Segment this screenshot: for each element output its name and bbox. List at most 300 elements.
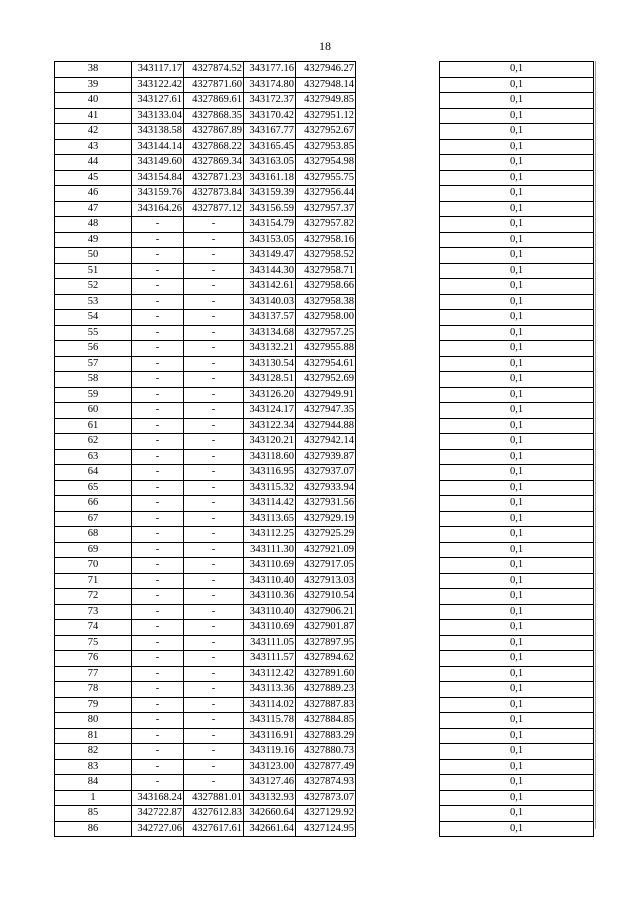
empty-gap-cell: [356, 635, 440, 651]
x1-coordinate-cell: 343138.58: [132, 124, 184, 140]
x1-coordinate-cell: -: [132, 589, 184, 605]
table-row: [55, 232, 594, 248]
y1-coordinate-cell: -: [184, 697, 244, 713]
y2-coordinate-cell: 4327958.00: [296, 310, 356, 326]
y2-coordinate-cell: 4327874.93: [296, 775, 356, 791]
point-number-cell: 59: [55, 387, 132, 403]
y1-coordinate-cell: 4327612.83: [184, 806, 244, 822]
y2-coordinate-cell: 4327949.85: [296, 93, 356, 109]
y2-coordinate-cell: 4327921.09: [296, 542, 356, 558]
table-row: [55, 77, 594, 93]
empty-gap-cell: [356, 651, 440, 667]
empty-gap-cell: [356, 124, 440, 140]
x2-coordinate-cell: 343123.00: [244, 759, 296, 775]
x2-coordinate-cell: 343165.45: [244, 139, 296, 155]
value-cell: 0,1: [440, 589, 594, 605]
x1-coordinate-cell: 343122.42: [132, 77, 184, 93]
y2-coordinate-cell: 4327948.14: [296, 77, 356, 93]
y2-coordinate-cell: 4327939.87: [296, 449, 356, 465]
y1-coordinate-cell: -: [184, 341, 244, 357]
point-number-cell: 71: [55, 573, 132, 589]
empty-gap-cell: [356, 217, 440, 233]
y1-coordinate-cell: -: [184, 527, 244, 543]
x1-coordinate-cell: -: [132, 573, 184, 589]
y2-coordinate-cell: 4327953.85: [296, 139, 356, 155]
x2-coordinate-cell: 343122.34: [244, 418, 296, 434]
point-number-cell: 48: [55, 217, 132, 233]
value-cell: 0,1: [440, 821, 594, 837]
x2-coordinate-cell: 343128.51: [244, 372, 296, 388]
point-number-cell: 73: [55, 604, 132, 620]
empty-gap-cell: [356, 573, 440, 589]
empty-gap-cell: [356, 697, 440, 713]
x1-coordinate-cell: -: [132, 697, 184, 713]
x1-coordinate-cell: -: [132, 713, 184, 729]
table-row: [55, 449, 594, 465]
point-number-cell: 58: [55, 372, 132, 388]
y2-coordinate-cell: 4327877.49: [296, 759, 356, 775]
point-number-cell: 67: [55, 511, 132, 527]
x2-coordinate-cell: 342660.64: [244, 806, 296, 822]
x2-coordinate-cell: 343110.40: [244, 573, 296, 589]
x1-coordinate-cell: -: [132, 263, 184, 279]
empty-gap-cell: [356, 93, 440, 109]
value-cell: 0,1: [440, 604, 594, 620]
y1-coordinate-cell: -: [184, 589, 244, 605]
table-row: [55, 496, 594, 512]
empty-gap-cell: [356, 155, 440, 171]
empty-gap-cell: [356, 465, 440, 481]
y2-coordinate-cell: 4327884.85: [296, 713, 356, 729]
x1-coordinate-cell: -: [132, 542, 184, 558]
x1-coordinate-cell: 342727.06: [132, 821, 184, 837]
y1-coordinate-cell: -: [184, 713, 244, 729]
point-number-cell: 52: [55, 279, 132, 295]
empty-gap-cell: [356, 248, 440, 264]
x2-coordinate-cell: 343154.79: [244, 217, 296, 233]
value-cell: 0,1: [440, 620, 594, 636]
table-row: [55, 325, 594, 341]
empty-gap-cell: [356, 558, 440, 574]
y1-coordinate-cell: -: [184, 620, 244, 636]
y2-coordinate-cell: 4327880.73: [296, 744, 356, 760]
empty-gap-cell: [356, 790, 440, 806]
empty-gap-cell: [356, 759, 440, 775]
empty-gap-cell: [356, 511, 440, 527]
x2-coordinate-cell: 342661.64: [244, 821, 296, 837]
value-cell: 0,1: [440, 403, 594, 419]
x2-coordinate-cell: 343130.54: [244, 356, 296, 372]
empty-gap-cell: [356, 108, 440, 124]
page-number: 18: [319, 39, 331, 53]
table-row: [55, 589, 594, 605]
point-number-cell: 57: [55, 356, 132, 372]
x2-coordinate-cell: 343142.61: [244, 279, 296, 295]
empty-gap-cell: [356, 325, 440, 341]
y2-coordinate-cell: 4327954.98: [296, 155, 356, 171]
point-number-cell: 85: [55, 806, 132, 822]
y1-coordinate-cell: -: [184, 372, 244, 388]
point-number-cell: 79: [55, 697, 132, 713]
y1-coordinate-cell: -: [184, 666, 244, 682]
y2-coordinate-cell: 4327944.88: [296, 418, 356, 434]
table-row: [55, 604, 594, 620]
table-row: [55, 310, 594, 326]
table-row: [55, 775, 594, 791]
table-row: [55, 279, 594, 295]
point-number-cell: 63: [55, 449, 132, 465]
table-row: [55, 744, 594, 760]
empty-gap-cell: [356, 77, 440, 93]
y1-coordinate-cell: -: [184, 496, 244, 512]
table-row: [55, 542, 594, 558]
x2-coordinate-cell: 343115.32: [244, 480, 296, 496]
y1-coordinate-cell: -: [184, 480, 244, 496]
table-row: [55, 480, 594, 496]
y2-coordinate-cell: 4327952.67: [296, 124, 356, 140]
empty-gap-cell: [356, 620, 440, 636]
value-cell: 0,1: [440, 186, 594, 202]
empty-gap-cell: [356, 496, 440, 512]
x2-coordinate-cell: 343159.39: [244, 186, 296, 202]
y1-coordinate-cell: -: [184, 511, 244, 527]
y1-coordinate-cell: -: [184, 387, 244, 403]
point-number-cell: 86: [55, 821, 132, 837]
empty-gap-cell: [356, 744, 440, 760]
value-cell: 0,1: [440, 635, 594, 651]
x2-coordinate-cell: 343172.37: [244, 93, 296, 109]
y1-coordinate-cell: -: [184, 573, 244, 589]
empty-gap-cell: [356, 341, 440, 357]
value-cell: 0,1: [440, 108, 594, 124]
empty-gap-cell: [356, 775, 440, 791]
point-number-cell: 80: [55, 713, 132, 729]
x1-coordinate-cell: -: [132, 728, 184, 744]
y1-coordinate-cell: -: [184, 232, 244, 248]
y2-coordinate-cell: 4327906.21: [296, 604, 356, 620]
point-number-cell: 53: [55, 294, 132, 310]
y2-coordinate-cell: 4327958.52: [296, 248, 356, 264]
x2-coordinate-cell: 343114.42: [244, 496, 296, 512]
y2-coordinate-cell: 4327956.44: [296, 186, 356, 202]
value-cell: 0,1: [440, 263, 594, 279]
point-number-cell: 50: [55, 248, 132, 264]
x1-coordinate-cell: 343168.24: [132, 790, 184, 806]
x1-coordinate-cell: -: [132, 651, 184, 667]
y2-coordinate-cell: 4327949.91: [296, 387, 356, 403]
value-cell: 0,1: [440, 62, 594, 78]
x1-coordinate-cell: 343127.61: [132, 93, 184, 109]
table-row: [55, 651, 594, 667]
point-number-cell: 65: [55, 480, 132, 496]
point-number-cell: 76: [55, 651, 132, 667]
y1-coordinate-cell: 4327868.22: [184, 139, 244, 155]
y2-coordinate-cell: 4327952.69: [296, 372, 356, 388]
y2-coordinate-cell: 4327910.54: [296, 589, 356, 605]
x2-coordinate-cell: 343110.69: [244, 620, 296, 636]
y2-coordinate-cell: 4327958.16: [296, 232, 356, 248]
y2-coordinate-cell: 4327958.66: [296, 279, 356, 295]
y1-coordinate-cell: 4327617.61: [184, 821, 244, 837]
table-row: [55, 620, 594, 636]
x1-coordinate-cell: -: [132, 449, 184, 465]
y1-coordinate-cell: -: [184, 775, 244, 791]
y1-coordinate-cell: 4327869.61: [184, 93, 244, 109]
value-cell: 0,1: [440, 310, 594, 326]
x2-coordinate-cell: 343132.21: [244, 341, 296, 357]
x1-coordinate-cell: -: [132, 511, 184, 527]
y2-coordinate-cell: 4327958.38: [296, 294, 356, 310]
y2-coordinate-cell: 4327957.82: [296, 217, 356, 233]
empty-gap-cell: [356, 372, 440, 388]
x1-coordinate-cell: -: [132, 387, 184, 403]
table-row: [55, 108, 594, 124]
table-row: [55, 713, 594, 729]
x2-coordinate-cell: 343118.60: [244, 449, 296, 465]
x1-coordinate-cell: -: [132, 294, 184, 310]
y2-coordinate-cell: 4327901.87: [296, 620, 356, 636]
empty-gap-cell: [356, 387, 440, 403]
x2-coordinate-cell: 343170.42: [244, 108, 296, 124]
x1-coordinate-cell: -: [132, 744, 184, 760]
point-number-cell: 51: [55, 263, 132, 279]
y2-coordinate-cell: 4327889.23: [296, 682, 356, 698]
y1-coordinate-cell: 4327877.12: [184, 201, 244, 217]
value-cell: 0,1: [440, 201, 594, 217]
empty-gap-cell: [356, 480, 440, 496]
x2-coordinate-cell: 343140.03: [244, 294, 296, 310]
point-number-cell: 81: [55, 728, 132, 744]
point-number-cell: 55: [55, 325, 132, 341]
table-row: [55, 263, 594, 279]
table-row: [55, 527, 594, 543]
value-cell: 0,1: [440, 651, 594, 667]
value-cell: 0,1: [440, 372, 594, 388]
x1-coordinate-cell: 342722.87: [132, 806, 184, 822]
x2-coordinate-cell: 343114.02: [244, 697, 296, 713]
empty-gap-cell: [356, 806, 440, 822]
x1-coordinate-cell: -: [132, 558, 184, 574]
value-cell: 0,1: [440, 279, 594, 295]
x1-coordinate-cell: 343149.60: [132, 155, 184, 171]
x1-coordinate-cell: -: [132, 635, 184, 651]
y1-coordinate-cell: -: [184, 682, 244, 698]
y1-coordinate-cell: 4327873.84: [184, 186, 244, 202]
value-cell: 0,1: [440, 77, 594, 93]
x1-coordinate-cell: 343133.04: [132, 108, 184, 124]
point-number-cell: 77: [55, 666, 132, 682]
empty-gap-cell: [356, 542, 440, 558]
y2-coordinate-cell: 4327129.92: [296, 806, 356, 822]
table-row: [55, 434, 594, 450]
table-row: [55, 403, 594, 419]
table-row: [55, 418, 594, 434]
value-cell: 0,1: [440, 573, 594, 589]
x1-coordinate-cell: 343159.76: [132, 186, 184, 202]
value-cell: 0,1: [440, 744, 594, 760]
x2-coordinate-cell: 343119.16: [244, 744, 296, 760]
table-row: [55, 341, 594, 357]
table-row: [55, 558, 594, 574]
y1-coordinate-cell: -: [184, 294, 244, 310]
value-cell: 0,1: [440, 170, 594, 186]
x1-coordinate-cell: -: [132, 418, 184, 434]
point-number-cell: 41: [55, 108, 132, 124]
x2-coordinate-cell: 343163.05: [244, 155, 296, 171]
value-cell: 0,1: [440, 527, 594, 543]
y2-coordinate-cell: 4327929.19: [296, 511, 356, 527]
x2-coordinate-cell: 343156.59: [244, 201, 296, 217]
y2-coordinate-cell: 4327957.25: [296, 325, 356, 341]
y2-coordinate-cell: 4327925.29: [296, 527, 356, 543]
value-cell: 0,1: [440, 713, 594, 729]
y2-coordinate-cell: 4327947.35: [296, 403, 356, 419]
table-body: [55, 62, 594, 837]
y2-coordinate-cell: 4327917.05: [296, 558, 356, 574]
x1-coordinate-cell: -: [132, 465, 184, 481]
table-row: [55, 93, 594, 109]
point-number-cell: 38: [55, 62, 132, 78]
x2-coordinate-cell: 343115.78: [244, 713, 296, 729]
point-number-cell: 83: [55, 759, 132, 775]
y1-coordinate-cell: -: [184, 604, 244, 620]
y1-coordinate-cell: -: [184, 279, 244, 295]
y2-coordinate-cell: 4327894.62: [296, 651, 356, 667]
empty-gap-cell: [356, 201, 440, 217]
point-number-cell: 56: [55, 341, 132, 357]
value-cell: 0,1: [440, 759, 594, 775]
y2-coordinate-cell: 4327954.61: [296, 356, 356, 372]
table-row: [55, 573, 594, 589]
y2-coordinate-cell: 4327937.07: [296, 465, 356, 481]
y1-coordinate-cell: 4327871.23: [184, 170, 244, 186]
y1-coordinate-cell: -: [184, 635, 244, 651]
value-cell: 0,1: [440, 418, 594, 434]
value-cell: 0,1: [440, 434, 594, 450]
x1-coordinate-cell: -: [132, 496, 184, 512]
x2-coordinate-cell: 343124.17: [244, 403, 296, 419]
empty-gap-cell: [356, 604, 440, 620]
point-number-cell: 82: [55, 744, 132, 760]
x2-coordinate-cell: 343110.36: [244, 589, 296, 605]
point-number-cell: 68: [55, 527, 132, 543]
y1-coordinate-cell: 4327869.34: [184, 155, 244, 171]
empty-gap-cell: [356, 62, 440, 78]
table-row: [55, 139, 594, 155]
table-row: [55, 294, 594, 310]
y1-coordinate-cell: -: [184, 465, 244, 481]
x2-coordinate-cell: 343153.05: [244, 232, 296, 248]
table-row: [55, 387, 594, 403]
point-number-cell: 69: [55, 542, 132, 558]
point-number-cell: 84: [55, 775, 132, 791]
y1-coordinate-cell: 4327871.60: [184, 77, 244, 93]
table-row: [55, 201, 594, 217]
value-cell: 0,1: [440, 728, 594, 744]
x1-coordinate-cell: 343164.26: [132, 201, 184, 217]
y1-coordinate-cell: -: [184, 217, 244, 233]
table-row: [55, 356, 594, 372]
table-row: [55, 62, 594, 78]
point-number-cell: 47: [55, 201, 132, 217]
y1-coordinate-cell: -: [184, 263, 244, 279]
y1-coordinate-cell: 4327874.52: [184, 62, 244, 78]
empty-gap-cell: [356, 682, 440, 698]
table-row: [55, 465, 594, 481]
table-row: [55, 372, 594, 388]
x1-coordinate-cell: -: [132, 217, 184, 233]
value-cell: 0,1: [440, 542, 594, 558]
point-number-cell: 78: [55, 682, 132, 698]
point-number-cell: 1: [55, 790, 132, 806]
empty-gap-cell: [356, 263, 440, 279]
coordinates-table: [54, 61, 594, 837]
x1-coordinate-cell: -: [132, 279, 184, 295]
value-cell: 0,1: [440, 387, 594, 403]
value-cell: 0,1: [440, 232, 594, 248]
x2-coordinate-cell: 343120.21: [244, 434, 296, 450]
x1-coordinate-cell: -: [132, 527, 184, 543]
value-cell: 0,1: [440, 790, 594, 806]
value-cell: 0,1: [440, 775, 594, 791]
empty-gap-cell: [356, 713, 440, 729]
x2-coordinate-cell: 343116.91: [244, 728, 296, 744]
x2-coordinate-cell: 343161.18: [244, 170, 296, 186]
value-cell: 0,1: [440, 217, 594, 233]
x2-coordinate-cell: 343113.65: [244, 511, 296, 527]
table-row: [55, 248, 594, 264]
empty-gap-cell: [356, 170, 440, 186]
x1-coordinate-cell: 343144.14: [132, 139, 184, 155]
point-number-cell: 61: [55, 418, 132, 434]
x2-coordinate-cell: 343111.30: [244, 542, 296, 558]
x2-coordinate-cell: 343116.95: [244, 465, 296, 481]
x1-coordinate-cell: -: [132, 310, 184, 326]
point-number-cell: 42: [55, 124, 132, 140]
table-row: [55, 155, 594, 171]
y1-coordinate-cell: -: [184, 728, 244, 744]
value-cell: 0,1: [440, 558, 594, 574]
y2-coordinate-cell: 4327946.27: [296, 62, 356, 78]
right-margin-rule: [595, 61, 596, 829]
x2-coordinate-cell: 343177.16: [244, 62, 296, 78]
x2-coordinate-cell: 343127.46: [244, 775, 296, 791]
x2-coordinate-cell: 343137.57: [244, 310, 296, 326]
empty-gap-cell: [356, 356, 440, 372]
value-cell: 0,1: [440, 666, 594, 682]
table-row: [55, 511, 594, 527]
y1-coordinate-cell: -: [184, 418, 244, 434]
point-number-cell: 54: [55, 310, 132, 326]
value-cell: 0,1: [440, 697, 594, 713]
y1-coordinate-cell: -: [184, 403, 244, 419]
empty-gap-cell: [356, 310, 440, 326]
x2-coordinate-cell: 343112.25: [244, 527, 296, 543]
y2-coordinate-cell: 4327951.12: [296, 108, 356, 124]
y1-coordinate-cell: -: [184, 325, 244, 341]
x2-coordinate-cell: 343110.40: [244, 604, 296, 620]
y1-coordinate-cell: 4327881.01: [184, 790, 244, 806]
table-row: [55, 666, 594, 682]
y1-coordinate-cell: -: [184, 558, 244, 574]
y1-coordinate-cell: -: [184, 542, 244, 558]
table-row: [55, 821, 594, 837]
value-cell: 0,1: [440, 93, 594, 109]
table-row: [55, 697, 594, 713]
table-row: [55, 635, 594, 651]
point-number-cell: 49: [55, 232, 132, 248]
empty-gap-cell: [356, 139, 440, 155]
